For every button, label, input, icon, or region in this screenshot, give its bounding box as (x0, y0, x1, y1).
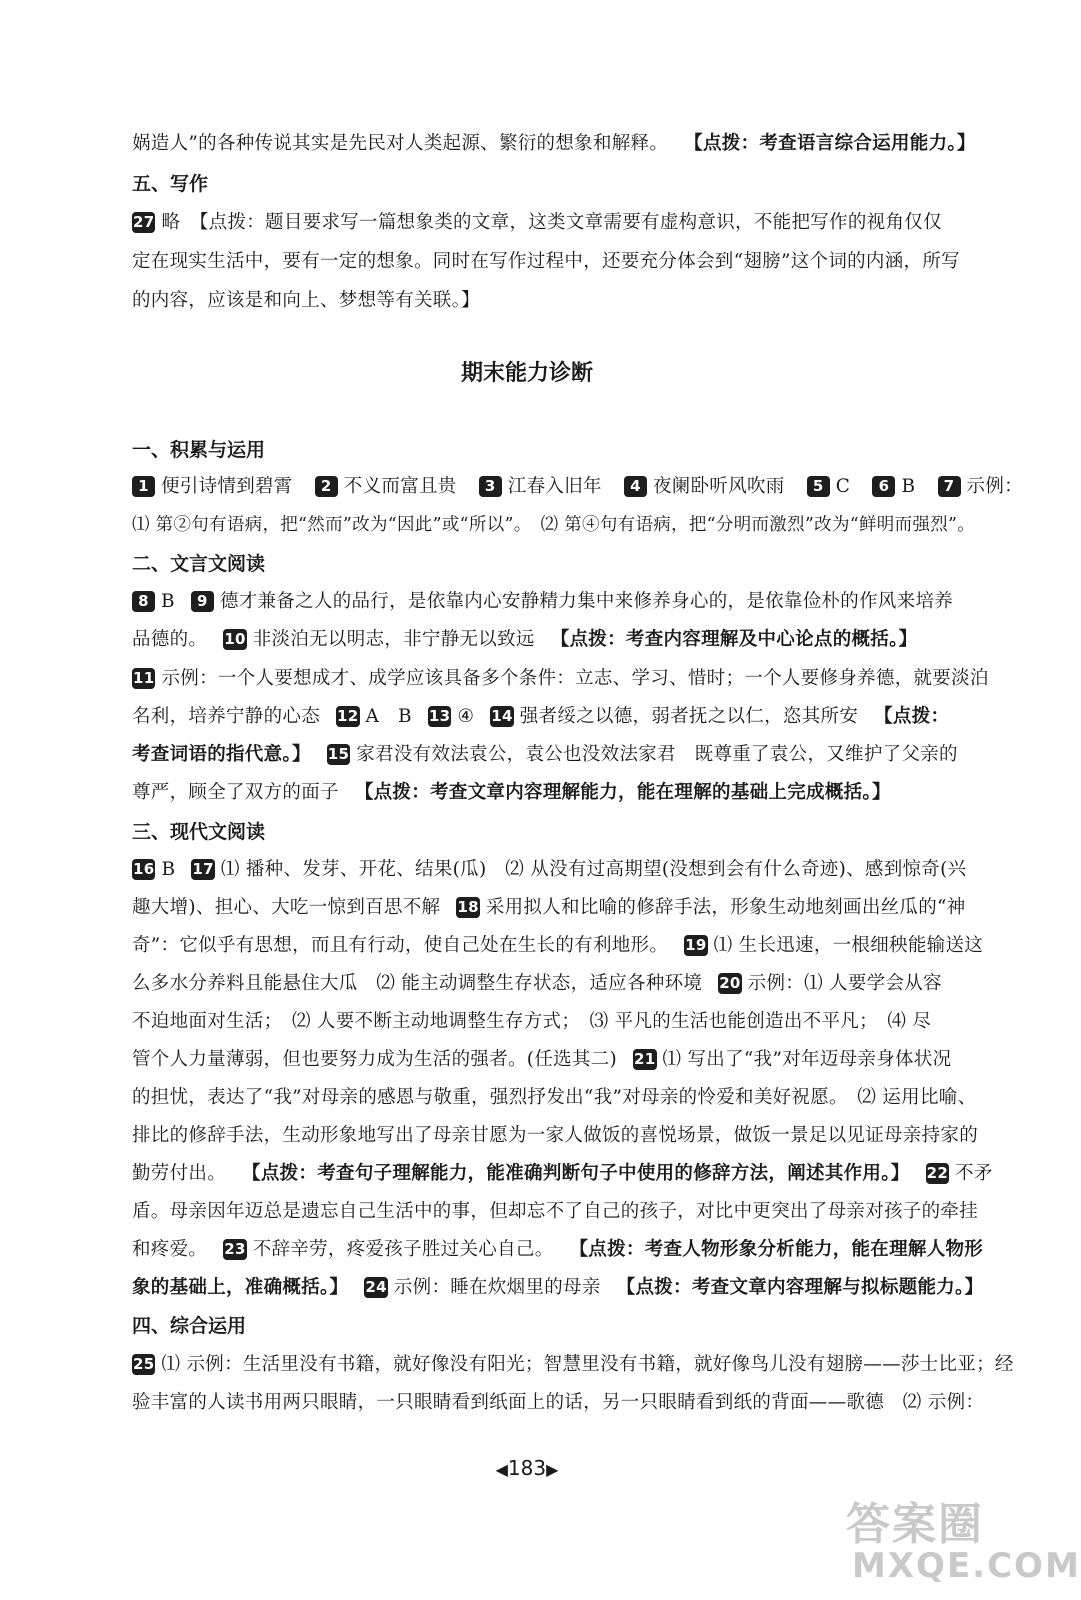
text-line: 名利，培养宁静的心态 12 A B 13 ④ 14 强者绥之以德，弱者抚之以仁，恣其所安 【点拨： (132, 706, 950, 727)
text-line: 1 便引诗情到碧霄 2 不义而富且贵 3 江春入旧年 4 夜阑卧听风吹雨 5 C 6 B 7 示例： (132, 472, 1023, 502)
watermark-logo (840, 1488, 1081, 1592)
text-line: 趣大增)、担心、大吃一惊到百思不解 18 采用拟人和比喻的修辞手法，形象生动地刻画出丝瓜的“神 (132, 897, 966, 918)
question-number: 20 (719, 974, 741, 992)
text-line: 象的基础上，准确概括。】 24 示例：睡在炊烟里的母亲 【点拨：考查文章内容理解与拟标题能力。】 (132, 1277, 984, 1298)
watermark-text: 答案圈 (846, 1499, 984, 1550)
right-triangle-icon: ▶ (546, 1460, 559, 1479)
question-number: 24 (365, 1278, 387, 1296)
question-number: 12 (337, 707, 359, 725)
question-number: 3 (479, 476, 502, 497)
question-number: 16 (133, 860, 155, 878)
question-number: 23 (224, 1240, 246, 1258)
question-number: 10 (224, 630, 246, 648)
question-number: 21 (634, 1050, 656, 1068)
text-line: 娲造人”的各种传说其实是先民对人类起源、繁衍的想象和解释。 【点拨：考查语言综合运用能力。】 (132, 133, 976, 154)
question-number: 9 (191, 591, 214, 612)
text-line: 排比的修辞手法，生动形象地写出了母亲甘愿为一家人做饭的喜悦场景，做饭一景足以见证母亲持家的 (132, 1125, 979, 1146)
question-number: 19 (685, 936, 707, 954)
section-heading-2: 二、文言文阅读 (132, 553, 266, 575)
section-heading-writing: 五、写作 (132, 173, 209, 195)
question-number: 8 (132, 591, 155, 612)
question-number: 6 (872, 476, 895, 497)
text-line: 的担忧，表达了“我”对母亲的感恩与敬重，强烈抒发出“我”对母亲的怜爱和美好祝愿。 ⑵ 运用比喻、 (132, 1087, 977, 1108)
text-line: 11 示例：一个人要想成才、成学应该具备多个条件：立志、学习、惜时；一个人要修身养德，就要淡泊 (133, 668, 989, 689)
page-title: 期末能力诊断 (460, 361, 593, 386)
question-number: 14 (491, 707, 513, 725)
question-number: 13 (428, 707, 451, 725)
text-line: 的内容，应该是和向上、梦想等有关联。】 (132, 290, 480, 311)
question-number: 27 (133, 213, 155, 231)
text-line: 8 B 9 德才兼备之人的品行，是依靠内心安静精力集中来修养身心的，是依靠俭朴的作风来培养 (132, 587, 953, 617)
watermark-url: MXQE.COM (852, 1546, 1081, 1586)
text-line: 管个人力量薄弱，但也要努力成为生活的强者。(任选其二) 21 ⑴ 写出了“我”对年迈母亲身体状况 (132, 1049, 952, 1070)
text-line: 25 ⑴ 示例：生活里没有书籍，就好像没有阳光；智慧里没有书籍，就好像鸟儿没有翅膀——莎士比亚；经 (133, 1354, 1014, 1375)
question-number: 4 (624, 476, 647, 497)
text-line: 16 B 17 ⑴ 播种、发芽、开花、结果(瓜) ⑵ 从没有过高期望(没想到会有什么奇迹)、感到惊奇(兴 (133, 859, 967, 880)
text-line: 不迫地面对生活； ⑵ 人要不断主动地调整生存方式； ⑶ 平凡的生活也能创造出不平凡； ⑷ 尽 (132, 1011, 932, 1032)
text-line: 么多水分养料且能悬住大瓜 ⑵ 能主动调整生存状态，适应各种环境 20 示例：⑴ 人要学会从容 (132, 973, 942, 994)
question-number: 15 (327, 745, 350, 763)
text-line: 定在现实生活中，要有一定的想象。同时在写作过程中，还要充分体会到“翅膀”这个词的内涵，所写 (132, 251, 960, 272)
question-number: 5 (807, 476, 830, 497)
text-line: 盾。母亲因年迈总是遗忘自己生活中的事，但却忘不了自己的孩子，对比中更突出了母亲对孩子的牵挂 (132, 1201, 979, 1222)
section-heading-3: 三、现代文阅读 (132, 821, 266, 843)
text-line: 27 略 【点拨：题目要求写一篇想象类的文章，这类文章需要有虚构意识，不能把写作的视角仅仅 (133, 212, 942, 233)
question-number: 7 (938, 476, 961, 497)
text-line: 奇”：它似乎有思想，而且有行动，使自己处在生长的有利地形。 19 ⑴ 生长迅速，一根细秧能输送这 (132, 935, 984, 956)
text-line: ⑴ 第②句有语病，把“然而”改为“因此”或“所以”。 ⑵ 第④句有语病，把“分明而激烈”改为“鲜明而强烈”。 (132, 515, 976, 535)
text-line: 勤劳付出。 【点拨：考查句子理解能力，能准确判断句子中使用的修辞方法，阐述其作用。】 22 不矛 (132, 1163, 993, 1184)
text-line: 和疼爱。 23 不辞辛劳，疼爱孩子胜过关心自己。 【点拨：考查人物形象分析能力，能在理解人物形 (132, 1239, 984, 1260)
text-line: 验丰富的人读书用两只眼睛，一只眼睛看到纸面上的话，另一只眼睛看到纸的背面——歌德 ⑵ 示例： (132, 1392, 985, 1413)
text-line: 尊严，顾全了双方的面子 【点拨：考查文章内容理解能力，能在理解的基础上完成概括。】 (132, 782, 891, 803)
question-number: 17 (192, 860, 214, 878)
question-number: 2 (315, 476, 338, 497)
page-number: ◀183▶ (495, 1456, 559, 1480)
section-heading-1: 一、积累与运用 (132, 439, 266, 461)
text-line: 品德的。 10 非淡泊无以明志，非宁静无以致远 【点拨：考查内容理解及中心论点的概括。】 (132, 629, 918, 650)
section-heading-4: 四、综合运用 (132, 1315, 247, 1337)
left-triangle-icon: ◀ (495, 1460, 508, 1479)
question-number: 1 (132, 476, 155, 497)
question-number: 22 (926, 1164, 949, 1182)
question-number: 25 (133, 1355, 155, 1373)
question-number: 11 (133, 669, 155, 687)
question-number: 18 (457, 898, 479, 916)
text-line: 考查词语的指代意。】 15 家君没有效法袁公，袁公也没效法家君 既尊重了袁公，又维护了父亲的 (132, 744, 958, 765)
